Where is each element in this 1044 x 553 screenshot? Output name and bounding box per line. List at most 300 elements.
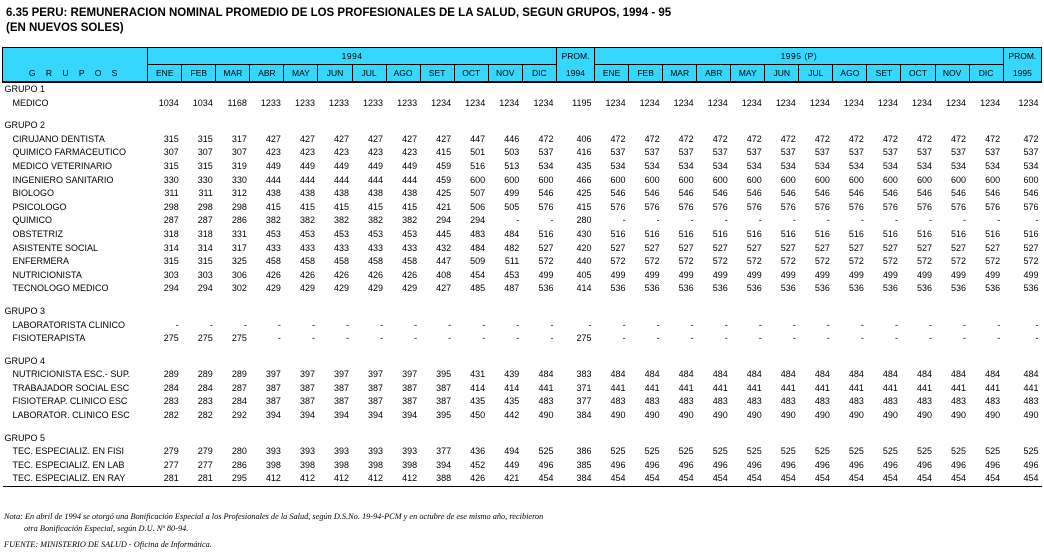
value-cell: 499 [610, 269, 626, 280]
value-cell: 1234 [809, 97, 830, 108]
value-cell: 279 [197, 446, 213, 457]
value-cell: 527 [678, 242, 694, 253]
value-cell: 516 [780, 228, 796, 239]
value-cell: 377 [436, 446, 452, 457]
value-cell: 499 [644, 269, 660, 280]
value-cell: 576 [746, 201, 762, 212]
table-row [3, 409, 1042, 423]
table-row [3, 146, 1042, 160]
header-month-1995-oct: OCT [901, 65, 935, 83]
value-cell: - [175, 319, 179, 330]
value-cell: - [894, 215, 898, 226]
table-row [3, 214, 1042, 228]
value-cell: 600 [644, 174, 660, 185]
value-cell: 398 [333, 459, 350, 470]
value-cell: 472 [951, 133, 967, 144]
value-cell: 536 [746, 283, 762, 294]
value-cell: - [346, 333, 350, 344]
value-cell: - [690, 215, 694, 226]
header-month-1994-jun: JUN [318, 65, 352, 83]
value-cell: 444 [402, 174, 418, 185]
value-cell: 395 [436, 410, 452, 421]
value-cell: 527 [1023, 242, 1039, 253]
value-cell: 472 [814, 133, 830, 144]
table-row [3, 174, 1042, 188]
value-cell: 536 [951, 283, 967, 294]
table-row [3, 368, 1042, 382]
value-cell: 499 [985, 269, 1001, 280]
value-cell: 490 [848, 410, 864, 421]
value-cell: 546 [678, 188, 694, 199]
value-cell: 536 [985, 283, 1001, 294]
value-cell: 435 [576, 160, 592, 171]
value-cell: 398 [368, 459, 384, 470]
value-cell: 600 [746, 174, 762, 185]
value-cell: 546 [610, 188, 626, 199]
value-cell: 397 [368, 369, 384, 380]
value-cell: 286 [231, 215, 247, 226]
value-cell: 484 [1023, 369, 1039, 380]
value-cell: 1234 [431, 97, 452, 108]
header-prom-year-1995: 1995 [1003, 65, 1041, 83]
value-cell: 279 [163, 446, 179, 457]
table-row [3, 242, 1042, 256]
spacer-cell [3, 423, 1042, 432]
value-cell: 507 [470, 188, 486, 199]
row-label: CIRUJANO DENTISTA [12, 133, 105, 144]
value-cell: 484 [712, 369, 728, 380]
value-cell: 487 [504, 283, 520, 294]
value-cell: 423 [299, 147, 315, 158]
value-cell: 1234 [741, 97, 762, 108]
value-cell: 484 [470, 242, 486, 253]
row-label: QUIMICO FARMACEUTICO [12, 147, 127, 158]
value-cell: 1034 [158, 97, 179, 108]
group-row [3, 82, 1042, 97]
header-month-1995-nov: NOV [935, 65, 969, 83]
value-cell: 387 [402, 396, 418, 407]
value-cell: 318 [163, 228, 179, 239]
value-cell: 395 [436, 369, 452, 380]
row-label: INGENIERO SANITARIO [12, 174, 114, 185]
value-cell: 315 [197, 256, 213, 267]
value-cell: 546 [746, 188, 762, 199]
value-cell: 453 [368, 228, 384, 239]
header-month-1994-abr: ABR [250, 65, 284, 83]
value-cell: 415 [436, 147, 452, 158]
value-cell: 496 [814, 459, 830, 470]
value-cell: 387 [333, 382, 350, 393]
value-cell: 397 [402, 369, 418, 380]
value-cell: 427 [333, 133, 350, 144]
value-cell: 527 [882, 242, 898, 253]
value-cell: - [588, 319, 592, 330]
value-cell: 289 [163, 369, 179, 380]
value-cell: 516 [848, 228, 864, 239]
value-cell: 281 [182, 472, 216, 486]
value-cell: 600 [678, 174, 694, 185]
value-cell: 1168 [227, 97, 247, 108]
value-cell: 499 [678, 269, 694, 280]
value-cell: 371 [576, 382, 592, 393]
value-cell: 525 [538, 446, 554, 457]
header-month-1995-ago: AGO [833, 65, 867, 83]
row-label: BIOLOGO [12, 188, 55, 199]
value-cell: - [826, 319, 830, 330]
value-cell: 472 [538, 133, 554, 144]
value-cell: 298 [197, 201, 213, 212]
value-cell: 283 [197, 396, 213, 407]
value-cell: 325 [231, 256, 247, 267]
value-cell: 1034 [192, 97, 213, 108]
value-cell: 294 [436, 215, 452, 226]
value-cell: 427 [436, 283, 452, 294]
group-label: GRUPO 4 [4, 355, 46, 366]
header-month-1994-feb: FEB [182, 65, 216, 83]
value-cell: 534 [814, 160, 830, 171]
value-cell: 386 [576, 446, 592, 457]
value-cell: 490 [985, 410, 1001, 421]
value-cell: 499 [538, 269, 554, 280]
value-cell: 1234 [877, 97, 898, 108]
value-cell: 421 [488, 472, 522, 486]
value-cell: 1234 [980, 97, 1001, 108]
value-cell: 441 [610, 382, 626, 393]
value-cell: - [894, 319, 898, 330]
value-cell: 485 [470, 283, 486, 294]
value-cell: 483 [780, 396, 796, 407]
value-cell: 537 [951, 147, 967, 158]
value-cell: 525 [644, 446, 660, 457]
value-cell: 449 [299, 160, 315, 171]
value-cell: 447 [470, 133, 486, 144]
value-cell: 572 [951, 256, 967, 267]
value-cell: 572 [848, 256, 864, 267]
value-cell: 454 [629, 472, 663, 486]
value-cell: 314 [163, 242, 179, 253]
value-cell: 412 [250, 472, 284, 486]
value-cell: 427 [265, 133, 281, 144]
value-cell: 546 [848, 188, 864, 199]
row-label: QUIMICO [12, 215, 52, 226]
value-cell: 312 [231, 188, 247, 199]
value-cell: 484 [678, 369, 694, 380]
value-cell: 415 [402, 201, 418, 212]
value-cell: 423 [368, 147, 384, 158]
value-cell: 425 [436, 188, 452, 199]
table-row [3, 395, 1042, 409]
value-cell: 1234 [1018, 97, 1039, 108]
header-month-1995-mar: MAR [663, 65, 697, 83]
table-row [3, 472, 1042, 486]
value-cell: 496 [780, 459, 796, 470]
value-cell: 494 [504, 446, 520, 457]
value-cell: 275 [197, 333, 213, 344]
value-cell: 282 [163, 410, 179, 421]
value-cell: 506 [470, 201, 486, 212]
value-cell: - [724, 215, 728, 226]
value-cell: 382 [368, 215, 384, 226]
value-cell: 435 [504, 396, 520, 407]
value-cell: 382 [402, 215, 418, 226]
value-cell: 444 [299, 174, 315, 185]
value-cell: 394 [368, 410, 384, 421]
value-cell: 426 [368, 269, 384, 280]
title-line-2: (EN NUEVOS SOLES) [6, 22, 124, 34]
value-cell: 405 [576, 269, 592, 280]
value-cell: 394 [402, 410, 418, 421]
value-cell: 536 [814, 283, 830, 294]
value-cell: 483 [644, 396, 660, 407]
value-cell: 490 [951, 410, 967, 421]
value-cell: 483 [746, 396, 762, 407]
value-cell: 534 [712, 160, 728, 171]
value-cell: 1234 [911, 97, 932, 108]
value-cell: 499 [951, 269, 967, 280]
value-cell: 398 [402, 459, 418, 470]
value-cell: 496 [1023, 459, 1039, 470]
value-cell: 537 [712, 147, 728, 158]
table-row [3, 269, 1042, 283]
value-cell: 516 [1023, 228, 1039, 239]
value-cell: 534 [746, 160, 762, 171]
value-cell: 387 [299, 396, 315, 407]
row-label: TEC. ESPECIALIZ. EN LAB [12, 459, 125, 470]
value-cell: 1233 [294, 97, 315, 108]
value-cell: 303 [163, 269, 179, 280]
value-cell: - [724, 333, 728, 344]
value-cell: 415 [265, 201, 281, 212]
value-cell: 426 [265, 269, 281, 280]
table-row [3, 97, 1042, 111]
value-cell: - [516, 319, 520, 330]
value-cell: 387 [265, 396, 281, 407]
value-cell: 472 [678, 133, 694, 144]
value-cell: 546 [1023, 188, 1039, 199]
row-label: ENFERMERA [12, 256, 70, 267]
value-cell: 499 [780, 269, 796, 280]
value-cell: 1233 [397, 97, 418, 108]
value-cell: - [550, 333, 554, 344]
header-month-1994-dic: DIC [522, 65, 556, 83]
value-cell: - [963, 333, 967, 344]
value-cell: 454 [867, 472, 901, 486]
value-cell: 438 [299, 188, 315, 199]
value-cell: 449 [368, 160, 384, 171]
value-cell: - [622, 333, 626, 344]
value-cell: 314 [197, 242, 213, 253]
value-cell: 572 [916, 256, 932, 267]
value-cell: 490 [780, 410, 796, 421]
value-cell: 429 [265, 283, 281, 294]
value-cell: - [1035, 333, 1039, 344]
value-cell: 1234 [639, 97, 660, 108]
value-cell: 425 [576, 188, 592, 199]
value-cell: - [550, 215, 554, 226]
value-cell: 441 [746, 382, 762, 393]
value-cell: 496 [538, 459, 554, 470]
value-cell: 453 [265, 228, 281, 239]
value-cell: - [792, 319, 796, 330]
value-cell: 426 [402, 269, 418, 280]
value-cell: 284 [163, 382, 179, 393]
value-cell: - [482, 333, 486, 344]
value-cell: 572 [780, 256, 796, 267]
table-row [3, 228, 1042, 242]
value-cell: 1234 [946, 97, 967, 108]
value-cell: 423 [333, 147, 350, 158]
value-cell: 431 [470, 369, 486, 380]
value-cell: 484 [644, 369, 660, 380]
value-cell: 472 [1023, 133, 1039, 144]
value-cell: 454 [470, 269, 486, 280]
value-cell: 1234 [707, 97, 728, 108]
value-cell: 458 [265, 256, 281, 267]
row-label: FISIOTERAP. CLINICO ESC [12, 396, 128, 407]
value-cell: 496 [678, 459, 694, 470]
value-cell: 537 [746, 147, 762, 158]
value-cell: 536 [916, 283, 932, 294]
value-cell: 496 [610, 459, 626, 470]
value-cell: 303 [197, 269, 213, 280]
value-cell: 600 [780, 174, 796, 185]
value-cell: 576 [780, 201, 796, 212]
header-month-1994-ene: ENE [148, 65, 182, 83]
table-row [3, 445, 1042, 459]
value-cell: 511 [504, 256, 520, 267]
value-cell: 496 [882, 459, 898, 470]
value-cell: 600 [985, 174, 1001, 185]
value-cell: - [997, 333, 1001, 344]
value-cell: 394 [299, 410, 315, 421]
value-cell: 496 [644, 459, 660, 470]
value-cell: 537 [848, 147, 864, 158]
value-cell: 482 [504, 242, 520, 253]
value-cell: 576 [916, 201, 932, 212]
value-cell: 534 [916, 160, 932, 171]
header-month-1994-ago: AGO [386, 65, 420, 83]
header-month-1994-oct: OCT [454, 65, 488, 83]
value-cell: 483 [951, 396, 967, 407]
salary-table [2, 47, 1042, 487]
value-cell: - [860, 215, 864, 226]
value-cell: - [758, 319, 762, 330]
header-prom-1995: PROM. [1003, 48, 1041, 65]
value-cell: 516 [814, 228, 830, 239]
value-cell: 331 [231, 228, 247, 239]
value-cell: 527 [916, 242, 932, 253]
header-month-1994-nov: NOV [488, 65, 522, 83]
value-cell: 444 [333, 174, 350, 185]
header-month-1994-set: SET [420, 65, 454, 83]
value-cell: 414 [576, 283, 592, 294]
value-cell: - [448, 333, 452, 344]
value-cell: 454 [969, 472, 1003, 486]
header-month-1995-feb: FEB [629, 65, 663, 83]
note-line-2: otra Bonificación Especial, según D.U. Nº 80-94. [24, 524, 189, 533]
value-cell: 429 [299, 283, 315, 294]
value-cell: 527 [746, 242, 762, 253]
value-cell: 537 [985, 147, 1001, 158]
value-cell: 454 [697, 472, 731, 486]
group-label: GRUPO 3 [4, 305, 46, 316]
value-cell: 536 [780, 283, 796, 294]
value-cell: 294 [470, 215, 486, 226]
value-cell: 534 [951, 160, 967, 171]
value-cell: 416 [576, 147, 592, 158]
value-cell: 536 [848, 283, 864, 294]
value-cell: - [516, 333, 520, 344]
spacer-row [3, 346, 1042, 355]
value-cell: 516 [678, 228, 694, 239]
value-cell: 484 [814, 369, 830, 380]
value-cell: - [997, 319, 1001, 330]
source-note: FUENTE: MINISTERIO DE SALUD - Oficina de Informática. [4, 540, 212, 549]
value-cell: 483 [1023, 396, 1039, 407]
value-cell: 490 [712, 410, 728, 421]
value-cell: - [758, 333, 762, 344]
value-cell: 430 [576, 228, 592, 239]
value-cell: 516 [916, 228, 932, 239]
value-cell: 525 [848, 446, 864, 457]
value-cell: 534 [848, 160, 864, 171]
value-cell: 287 [163, 215, 179, 226]
value-cell: 315 [197, 160, 213, 171]
value-cell: 1234 [465, 97, 486, 108]
value-cell: 377 [576, 396, 592, 407]
value-cell: 453 [299, 228, 315, 239]
header-month-1995-ene: ENE [595, 65, 629, 83]
table-row [3, 201, 1042, 215]
row-label: NUTRICIONISTA [12, 269, 82, 280]
header-month-1995-set: SET [867, 65, 901, 83]
value-cell: 398 [265, 459, 281, 470]
value-cell: 275 [163, 333, 179, 344]
row-label: FISIOTERAPISTA [12, 333, 86, 344]
value-cell: 433 [402, 242, 418, 253]
value-cell: 499 [916, 269, 932, 280]
group-label: GRUPO 2 [4, 120, 46, 131]
value-cell: 513 [504, 160, 520, 171]
value-cell: 382 [265, 215, 281, 226]
value-cell: 330 [197, 174, 213, 185]
value-cell: 385 [576, 459, 592, 470]
value-cell: 453 [402, 228, 418, 239]
value-cell: 534 [985, 160, 1001, 171]
value-cell: 423 [402, 147, 418, 158]
value-cell: 454 [1003, 472, 1041, 486]
value-cell: 298 [163, 201, 179, 212]
group-row [3, 432, 1042, 446]
value-cell: 397 [333, 369, 350, 380]
value-cell: - [826, 215, 830, 226]
value-cell: 393 [368, 446, 384, 457]
value-cell: - [758, 215, 762, 226]
table-header [3, 48, 1042, 83]
value-cell: 527 [985, 242, 1001, 253]
value-cell: 490 [1023, 410, 1039, 421]
value-cell: - [656, 333, 660, 344]
value-cell: 319 [231, 160, 247, 171]
value-cell: 315 [163, 160, 179, 171]
value-cell: 387 [368, 396, 384, 407]
value-cell: 505 [504, 201, 520, 212]
value-cell: 429 [368, 283, 384, 294]
value-cell: 472 [610, 133, 626, 144]
header-month-1994-mar: MAR [216, 65, 250, 83]
value-cell: 414 [504, 382, 520, 393]
value-cell: 449 [265, 160, 281, 171]
